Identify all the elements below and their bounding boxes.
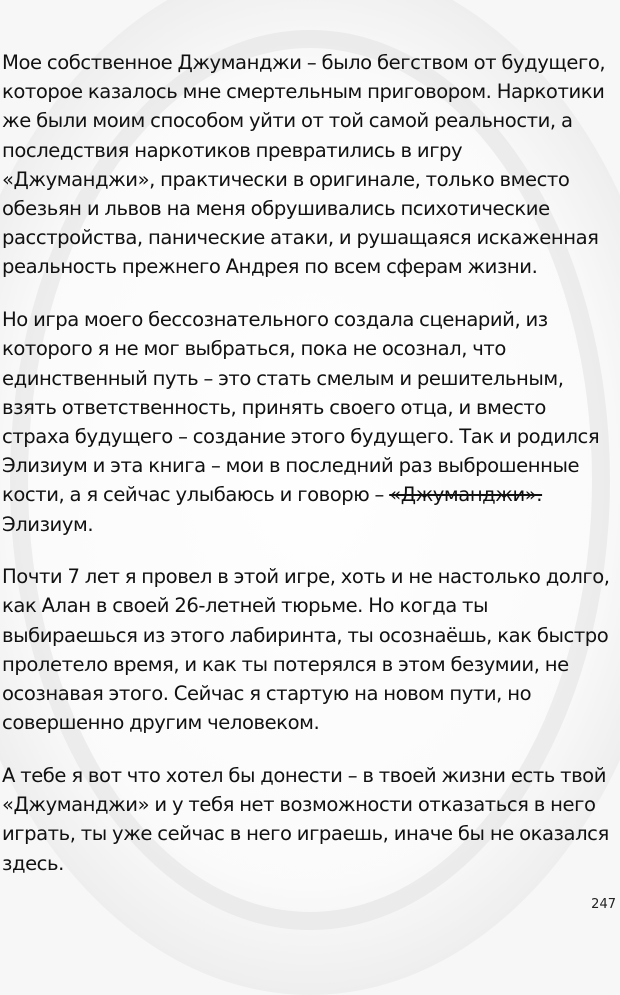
paragraph-4 — [2, 761, 618, 878]
text-line: расстройства, панические атаки, и рушащаяся искаженная — [2, 226, 599, 250]
strikethrough-text: «Джуманджи». — [389, 483, 543, 507]
page-text — [2, 48, 618, 901]
text-line: здесь. — [2, 851, 64, 875]
text-line: как Алан в своей 26-летней тюрьме. Но когда ты — [2, 594, 489, 618]
text-line: пролетело время, и как ты потерялся в этом безумии, не — [2, 652, 569, 676]
text-line: последствия наркотиков превратились в игру — [2, 138, 463, 162]
text-line: взять ответственность, принять своего отца, и вместо — [2, 395, 546, 419]
text-line: «Джуманджи», практически в оригинале, только вместо — [2, 167, 570, 191]
text-line: Мое собственное Джуманджи – было бегством от будущего, — [2, 51, 606, 74]
text-line: А тебе я вот что хотел бы донести – в твоей жизни есть твой — [2, 763, 606, 787]
paragraph-3 — [2, 562, 618, 737]
text-line: обезьян и львов на меня обрушивались психотические — [2, 197, 550, 221]
text-line: совершенно другим человеком. — [2, 711, 320, 735]
text-line: осознавая этого. Сейчас я стартую на новом пути, но — [2, 682, 532, 706]
text-line: играть, ты уже сейчас в него играешь, иначе бы не оказался — [2, 822, 609, 846]
paragraph-1 — [2, 48, 618, 282]
text-line: Почти 7 лет я провел в этой игре, хоть и не настолько долго, — [2, 565, 610, 589]
text-line: Элизиум и эта книга – мои в последний раз выброшенные — [2, 454, 580, 478]
text-line: которое казалось мне смертельным приговором. Наркотики — [2, 80, 605, 104]
text-line: Элизиум. — [2, 512, 94, 536]
text-line: выбираешься из этого лабиринта, ты осознаёшь, как быстро — [2, 623, 609, 647]
text-line: которого я не мог выбраться, пока не осознал, что — [2, 337, 506, 361]
text-line: же были моим способом уйти от той самой реальности, а — [2, 109, 573, 133]
text-line: реальность прежнего Андрея по всем сферам жизни. — [2, 255, 538, 279]
text-line-with-strikethrough — [2, 480, 618, 509]
text-before-strikethrough: кости, а я сейчас улыбаюсь и говорю – — [2, 483, 390, 507]
page-number: 247 — [591, 897, 616, 912]
text-line: «Джуманджи» и у тебя нет возможности отказаться в него — [2, 793, 596, 817]
text-line: страха будущего – создание этого будущего. Так и родился — [2, 424, 600, 448]
paragraph-2 — [2, 305, 618, 539]
text-line: единственный путь – это стать смелым и решительным, — [2, 366, 564, 390]
text-line: Но игра моего бессознательного создала сценарий, из — [2, 308, 548, 332]
